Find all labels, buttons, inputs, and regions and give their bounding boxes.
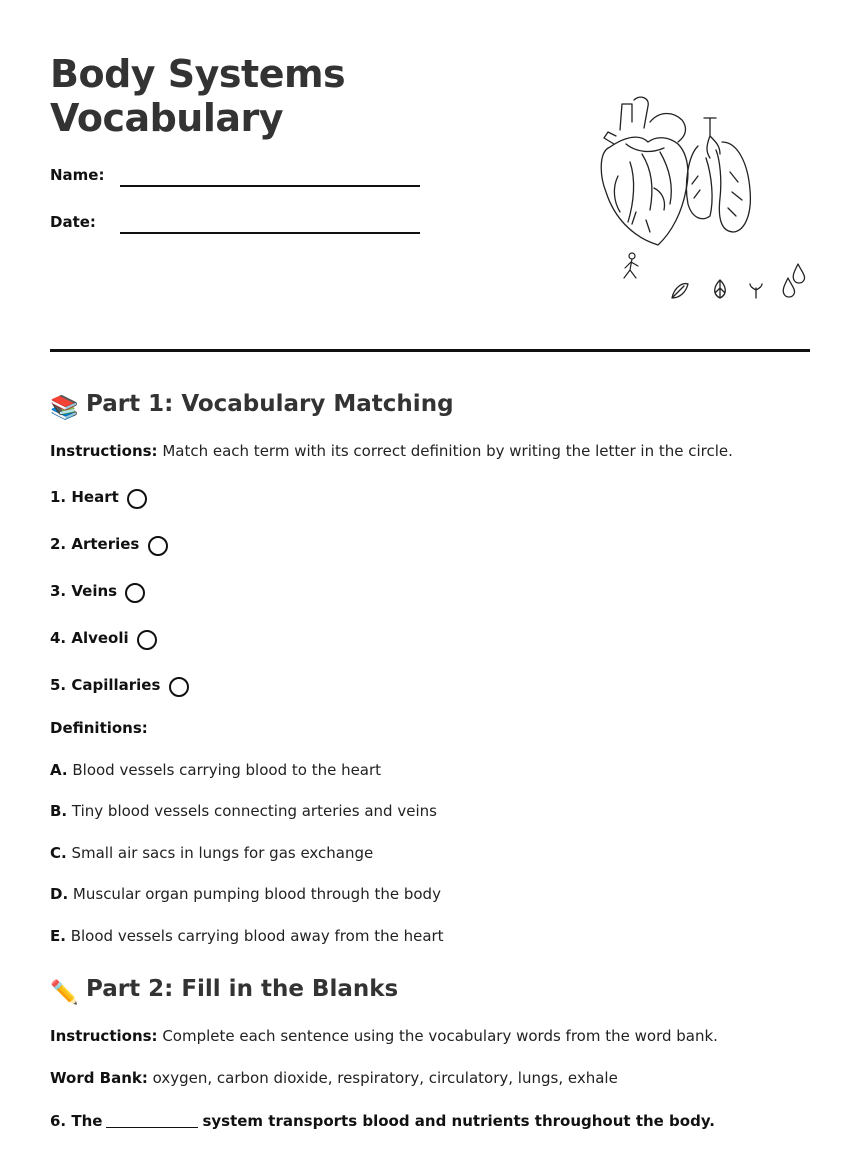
term-item (50, 486, 147, 509)
part1-instructions-label: Instructions: (50, 442, 158, 460)
definition-letter: C. (50, 844, 67, 862)
term-item (50, 580, 145, 603)
definition-letter: D. (50, 885, 69, 903)
definition-item (50, 801, 437, 821)
term-label: 5. Capillaries (50, 676, 161, 694)
definition-item (50, 884, 441, 904)
definition-item (50, 760, 381, 780)
part2-instructions (50, 1026, 718, 1046)
name-label: Name: (50, 166, 105, 184)
sprout-icon (750, 284, 762, 298)
seed-icon (715, 280, 726, 298)
answer-circle[interactable] (127, 489, 147, 509)
definitions-heading: Definitions: (50, 719, 148, 737)
definition-text: Tiny blood vessels connecting arteries and veins (67, 802, 437, 820)
runner-icon (624, 253, 638, 278)
droplet-icon (783, 278, 794, 297)
answer-circle[interactable] (125, 583, 145, 603)
title-line-1: Body Systems (50, 52, 346, 96)
definition-letter: E. (50, 927, 66, 945)
title-line-2: Vocabulary (50, 96, 284, 140)
name-field[interactable] (50, 166, 430, 196)
definition-letter: A. (50, 761, 68, 779)
definition-letter: B. (50, 802, 68, 820)
header-divider (50, 349, 810, 352)
heart-lungs-illustration (570, 92, 810, 312)
fill-blank-question (50, 1112, 715, 1130)
date-field[interactable] (50, 213, 430, 243)
part2-instructions-text: Complete each sentence using the vocabulary words from the word bank. (157, 1027, 718, 1045)
term-label: 4. Alveoli (50, 629, 129, 647)
definition-text: Blood vessels carrying blood away from the heart (65, 927, 444, 945)
answer-circle[interactable] (137, 630, 157, 650)
date-line[interactable] (120, 232, 420, 234)
lungs-icon (686, 118, 750, 232)
page-title (50, 52, 345, 140)
part1-heading (50, 390, 454, 422)
answer-circle[interactable] (148, 536, 168, 556)
date-label: Date: (50, 213, 96, 231)
part2-instructions-label: Instructions: (50, 1027, 158, 1045)
definition-text: Muscular organ pumping blood through the body (68, 885, 441, 903)
term-item (50, 533, 168, 556)
heart-icon (601, 97, 688, 245)
pencil-icon: ✏️ (50, 980, 79, 1006)
word-bank (50, 1068, 618, 1088)
books-icon: 📚 (50, 395, 79, 421)
question-prefix: 6. The (50, 1112, 103, 1130)
part2-heading (50, 975, 398, 1007)
word-bank-label: Word Bank: (50, 1069, 148, 1087)
term-label: 2. Arteries (50, 535, 140, 553)
definition-text: Small air sacs in lungs for gas exchange (66, 844, 374, 862)
term-label: 1. Heart (50, 488, 119, 506)
definition-item (50, 926, 444, 946)
droplet-icon-2 (793, 264, 804, 283)
part1-heading-text: Part 1: Vocabulary Matching (86, 391, 454, 417)
question-suffix: system transports blood and nutrients throughout the body. (202, 1112, 715, 1130)
term-label: 3. Veins (50, 582, 118, 600)
part2-heading-text: Part 2: Fill in the Blanks (86, 976, 399, 1002)
term-item (50, 627, 157, 650)
answer-blank[interactable] (106, 1113, 198, 1128)
definition-text: Blood vessels carrying blood to the heart (67, 761, 382, 779)
term-item (50, 674, 189, 697)
definition-item (50, 843, 373, 863)
name-line[interactable] (120, 185, 420, 187)
part1-instructions-text: Match each term with its correct definition by writing the letter in the circle. (157, 442, 733, 460)
worksheet-page (50, 0, 810, 1161)
part1-instructions (50, 441, 733, 461)
leaf-icon (672, 284, 688, 298)
answer-circle[interactable] (169, 677, 189, 697)
word-bank-text: oxygen, carbon dioxide, respiratory, circulatory, lungs, exhale (147, 1069, 618, 1087)
